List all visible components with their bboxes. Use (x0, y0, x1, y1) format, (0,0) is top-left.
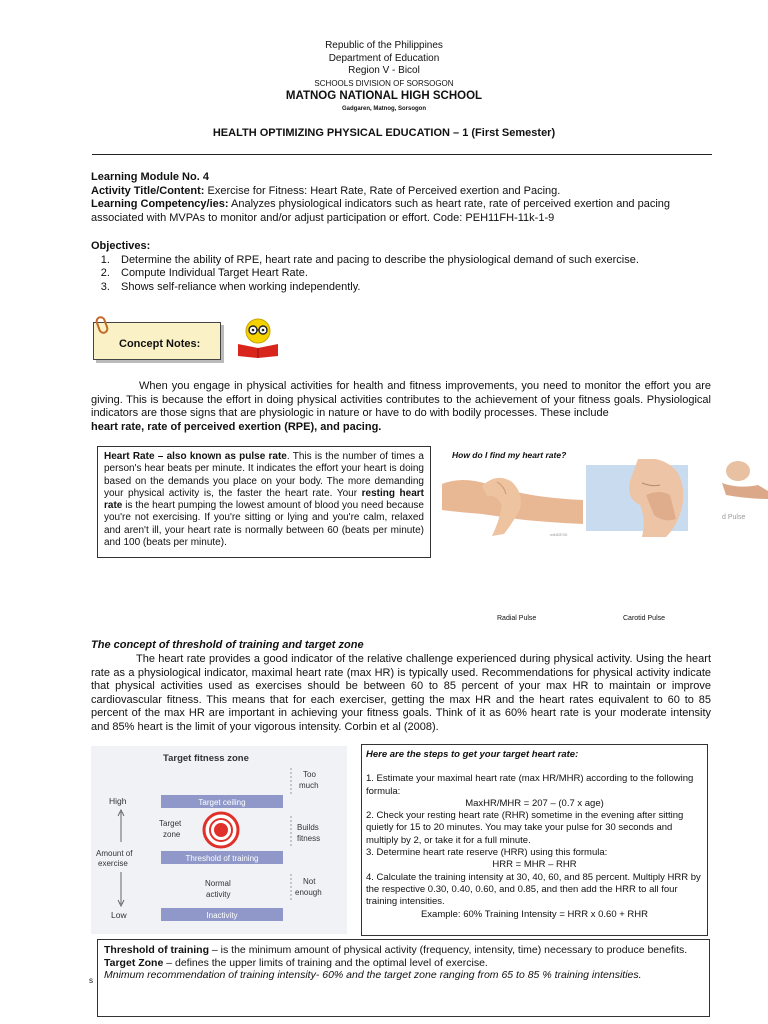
target-heart-rate-steps (361, 744, 708, 936)
department-line: Department of Education (328, 52, 440, 64)
inactivity-label: Inactivity (206, 911, 238, 920)
heart-rate-definition-box: Heart Rate – also known as pulse rate. This is the number of times a person's hear beats per minute. It indicates the effort your heart is doing based on the demands you place on your body. The more demanding your physical activity is, the faster the heart rate. Your resting heart rate is the heart pumping the lowest amount of blood you need because you're not exercising. If you're sitting or lying and you're calm, relaxed and aren't ill, your heart rate is normally between 60 (beats per minute) and 100 (beats per minute). (97, 446, 431, 558)
target-ceiling-label: Target ceiling (198, 798, 246, 807)
low-label: Low (111, 910, 127, 920)
region-line: Region V - Bicol (348, 65, 420, 76)
svg-text:activity: activity (206, 890, 231, 899)
target-fitness-zone-figure (91, 746, 347, 934)
svg-text:Not: Not (303, 877, 316, 886)
example: Example: 60% Training Intensity = HRR x 0.60 + RHR (420, 908, 649, 920)
subject-title: HEALTH OPTIMIZING PHYSICAL EDUCATION – 1 (First Semester) (212, 127, 556, 139)
steps-title: Here are the steps to get your target heart rate: (366, 749, 579, 760)
svg-text:fitness: fitness (297, 834, 321, 843)
formula-mhr: MaxHR/MHR = 207 – (0.7 x age) (465, 797, 604, 809)
radial-pulse-photo (442, 464, 583, 540)
partial-pulse-caption: d Pulse (722, 514, 746, 521)
stray-char: s (89, 976, 93, 985)
carotid-pulse-photo (586, 459, 722, 537)
threshold-paragraph: The heart rate provides a good indicator of the relative challenge experienced during physical activity. Using the heart rate as a physiological indicator, maximal heart rate (max HR) is typically used. Recommendations for physical activity indicate that physical activities used as exercises should be between 60 to 85 percent of your max HR to maintain or improve cardiovascular fitness. This means that for each exerciser, getting the max HR and the heart rates equivalent to 60 to 85 percent of the max HR are important in achieving your fitness goals. Think of it as 60% heart rate is your moderate intensity and 85% heart is the limit of your vigorous intensity. Corbin et al (2008). (91, 653, 711, 733)
header-divider (92, 154, 712, 155)
module-info (91, 171, 711, 225)
target-icon (214, 823, 228, 837)
svg-text:wikiDESK: wikiDESK (550, 532, 568, 537)
objectives-list (113, 254, 711, 295)
step-3: 3. Determine heart rate reserve (HRR) using this formula: (366, 847, 608, 859)
amount-label: Amount of (96, 849, 133, 858)
formula-hrr: HRR = MHR – RHR (492, 859, 577, 871)
recommendation-note: Mnimum recommendation of training intensity- 60% and the target zone ranging from 65 to 85 % training intensities. (104, 969, 642, 981)
svg-text:Builds: Builds (297, 823, 319, 832)
threshold-label: Threshold of training (185, 854, 259, 863)
figure-title: Target fitness zone (163, 753, 249, 764)
definition-threshold: Threshold of training – is the minimum amount of physical activity (frequency, intensity, time) necessary to produce benefits. (104, 944, 688, 956)
partial-pulse-photo (718, 459, 768, 537)
indicators-list: heart rate, rate of perceived exertion (RPE), and pacing. (91, 420, 382, 433)
svg-text:zone: zone (163, 830, 181, 839)
carotid-pulse-caption: Carotid Pulse (623, 615, 666, 622)
definitions-box (97, 939, 710, 1017)
step-2: 2. Check your resting heart rate (RHR) sometime in the evening after sitting quietly for 15 to 20 minutes. You may take your pulse for 30 seconds and multiply by 2, or take it for a full minute. (366, 810, 684, 846)
objectives-heading: Objectives: (91, 240, 151, 252)
svg-text:exercise: exercise (98, 859, 128, 868)
svg-text:much: much (299, 781, 319, 790)
svg-text:Target: Target (159, 819, 182, 828)
objectives (91, 240, 711, 294)
heart-rate-question: How do I find my heart rate? (452, 450, 567, 460)
reading-emoji-icon (233, 316, 283, 358)
school-address: Gadgaren, Matnog, Sorsogon (341, 105, 426, 112)
section-heading: The concept of threshold of training and target zone (91, 639, 364, 651)
svg-text:enough: enough (295, 888, 322, 897)
module-number: Learning Module No. 4 (91, 171, 209, 183)
step-4: 4. Calculate the training intensity at 30, 40, 60, and 85 percent. Multiply HRR by the respective 0.30, 0.40, 0.60, and 0.85, and then add the HRR to all four training intensities. (366, 871, 701, 908)
objective-item: 1. Determine the ability of RPE, heart rate and pacing to describe the physiological demand of such exercise. (113, 254, 711, 268)
school-name: MATNOG NATIONAL HIGH SCHOOL (285, 90, 483, 102)
svg-text:Too: Too (303, 770, 316, 779)
objective-item: 3. Shows self-reliance when working independently. (113, 281, 711, 295)
high-label: High (109, 796, 127, 806)
concept-notes-label: Concept Notes: (93, 322, 221, 360)
country-line: Republic of the Philippines (325, 40, 443, 51)
activity-title: Activity Title/Content: Exercise for Fitness: Heart Rate, Rate of Perceived exertion and Pacing. (91, 184, 561, 197)
intro-paragraph: When you engage in physical activities for health and fitness improvements, you need to monitor the effort you are giving. This is because the effort in doing physical activities contributes to the achievement of your fitness goals. Physiological indicators are those signs that are physiologic in nature or have to do with bodily processes. These include heart rate, rate of perceived exertion (RPE), and pacing. (91, 380, 711, 433)
definition-target-zone: Target Zone – defines the upper limits of training and the optimal level of exercise. (104, 956, 488, 969)
division-line: SCHOOLS DIVISION OF SORSOGON (314, 78, 454, 88)
radial-pulse-caption: Radial Pulse (497, 615, 537, 622)
letterhead (0, 40, 768, 115)
svg-text:Normal: Normal (205, 879, 231, 888)
learning-competency: Learning Competency/ies: Analyzes physiological indicators such as heart rate, rate of perceived exertion and pacing associated with MVPAs to monitor and/or adjust participation or effort. Code: PEH11FH-11k-1-9 (91, 198, 671, 224)
step-1: 1. Estimate your maximal heart rate (max HR/MHR) according to the following formula: (366, 773, 694, 797)
objective-item: 2. Compute Individual Target Heart Rate. (113, 267, 711, 281)
